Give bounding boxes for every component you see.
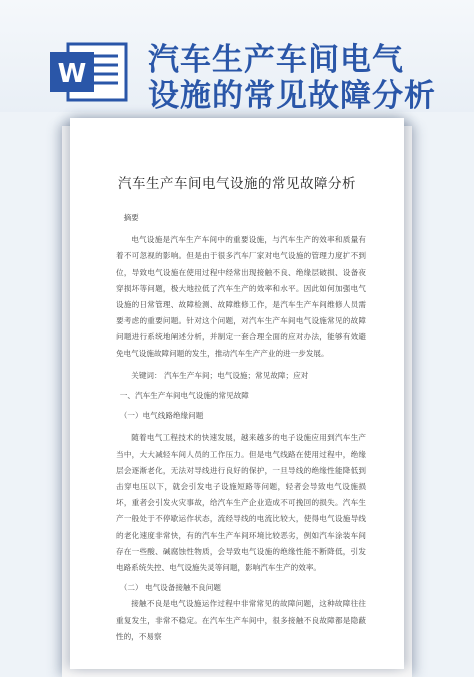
header-banner [0, 0, 474, 112]
body-paragraph-2: 接触不良是电气设施运作过程中非常常见的故障问题，这种故障往往重复发生，非常不稳定。在汽车生产车间中，很多接触不良故障都是隐蔽性的，不易察 [116, 599, 366, 641]
abstract-paragraph: 电气设施是汽车生产车间中的重要设施，与汽车生产的效率和质量有着不可忽视的影响。但是由于很多汽车厂家对电气设施的管理力度扩不到位，导致电气设施在使用过程中经常出现接触不良、绝缘层破损、设备夜穿损坏等问题，极大地拉低了汽车生产的效率和水平。因此如何加强电气设施的日常管理、故障检测、故障维修工作，是汽车生产车间维修人员需要考虑的重要问题。针对这个问题，对汽车生产车间电气设施常见的故障问题进行系统地阐述分析，并制定一套合理全面的应对办法，能够有效避免电气设施故障问题的发生，推动汽车生产产业的进一步发展。 [116, 235, 366, 358]
abstract-label: 摘要 [123, 213, 139, 222]
keywords-line: 关键词： 汽车生产车间；电气设施；常见故障；应对 [131, 370, 309, 380]
section-heading-1: 一、汽车生产车间电气设施的常见故障 [119, 391, 249, 401]
body-paragraph-1: 随着电气工程技术的快速发展，越来越多的电子设施应用到汽车生产当中，大大减轻车间人员的工作压力。但是电气线路在使用过程中，绝缘层会逐渐老化，无法对导线进行良好的保护，一旦导线的绝缘性能降低到击穿电压以下，就会引发电子设施短路等问题，轻者会导致电气设施损坏，重者会引发火灾事故，给汽车生产企业造成不可挽回的损失。汽车生产一般处于不停歇运作状态，流经导线的电流比较大，使得电气设施导线的老化速度非常快，有的汽车生产车间环境比较恶劣，例如汽车涂装车间存在一些酸、碱腐蚀性物质，会导致电气设施的绝缘性能不断降低，引发电路系统失控、电气设施失灵等问题，影响汽车生产的效率。 [116, 433, 366, 573]
document-body [116, 210, 366, 645]
document-page [80, 130, 394, 669]
section-heading-1-1: （一）电气线路绝缘问题 [119, 411, 204, 421]
word-document-icon [48, 38, 134, 104]
document-title: 汽车生产车间电气设施的常见故障分析 [118, 176, 356, 192]
section-heading-1-2: （二） 电气设备接触不良问题 [119, 583, 221, 593]
word-logo-letter: W [57, 59, 87, 89]
banner-title-line2: 设施的常见故障分析 [148, 78, 436, 114]
banner-title-line1: 汽车生产车间电气 [148, 42, 404, 78]
